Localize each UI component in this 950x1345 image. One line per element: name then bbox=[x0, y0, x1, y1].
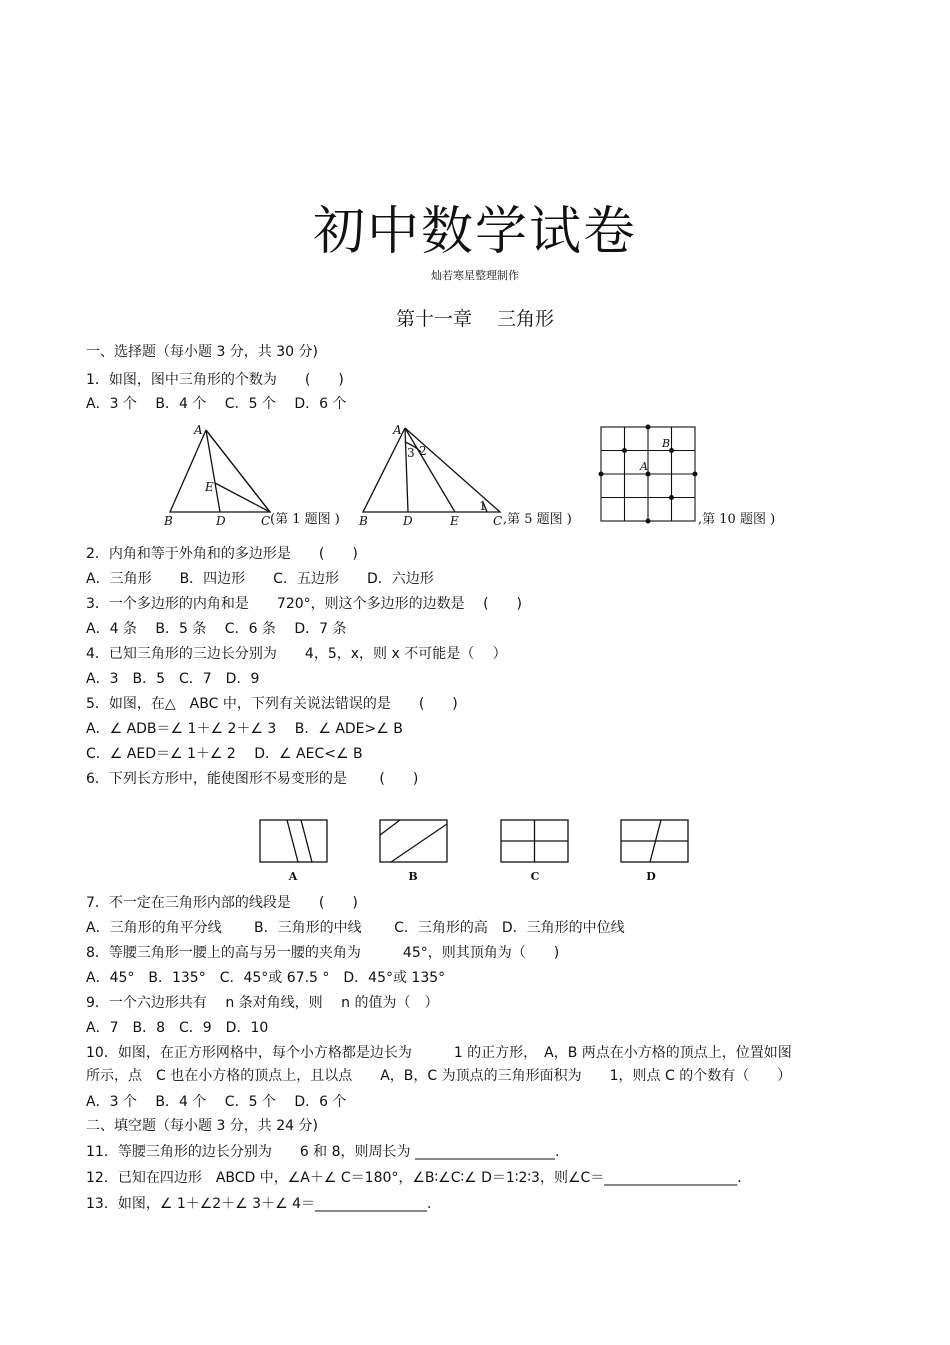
fig5-label-2: 2 bbox=[419, 444, 427, 458]
q3-options: A．4 条 B．5 条 C．6 条 D．7 条 bbox=[86, 621, 347, 637]
q10-stem-line1: 10．如图，在正方形网格中，每个小方格都是边长为 1 的正方形， A，B 两点在小方格的顶点上，位置如图 bbox=[86, 1045, 792, 1061]
fig5-label-a: A bbox=[393, 423, 402, 437]
fig6-label-d: D bbox=[646, 870, 656, 883]
section-heading-fill: 二、填空题（每小题 3 分，共 24 分) bbox=[86, 1118, 318, 1134]
page-subtitle: 灿若寒星整理制作 bbox=[431, 269, 519, 282]
fig1-label-a: A bbox=[194, 423, 203, 437]
q1-options: A．3 个 B．4 个 C．5 个 D．6 个 bbox=[86, 396, 347, 412]
fig1-label-c: C bbox=[261, 514, 271, 528]
figure-q1 bbox=[160, 422, 360, 532]
page-title: 初中数学试卷 bbox=[312, 202, 637, 262]
q1-stem: 1．如图，图中三角形的个数为 ( ) bbox=[86, 372, 344, 388]
q11-stem: 11．等腰三角形的边长分别为 6 和 8，则周长为 ____________________. bbox=[86, 1144, 560, 1160]
q4-stem: 4．已知三角形的三边长分别为 4，5，x，则 x 不可能是（ ） bbox=[86, 646, 507, 662]
figure-q6 bbox=[255, 815, 695, 885]
fig1-label-b: B bbox=[164, 514, 173, 528]
figure-q5 bbox=[355, 422, 590, 532]
fig6-label-a: A bbox=[288, 870, 298, 883]
q3-stem: 3．一个多边形的内角和是 720°，则这个多边形的边数是 ( ) bbox=[86, 596, 523, 612]
q5-options-ab: A．∠ ADB＝∠ 1＋∠ 2＋∠ 3 B．∠ ADE>∠ B bbox=[86, 721, 403, 737]
q10-stem-line2: 所示，点 C 也在小方格的顶点上，且以点 A，B，C 为顶点的三角形面积为 1，则点 C 的个数有（ ） bbox=[86, 1068, 792, 1084]
fig1-label-e: E bbox=[205, 480, 214, 494]
q6-stem: 6．下列长方形中，能使图形不易变形的是 ( ) bbox=[86, 771, 419, 787]
q8-stem: 8．等腰三角形一腰上的高与另一腰的夹角为 45°，则其顶角为（ ) bbox=[86, 945, 560, 961]
fig5-label-3: 3 bbox=[407, 446, 415, 460]
q8-options: A．45° B．135° C．45°或 67.5 ° D．45°或 135° bbox=[86, 970, 446, 986]
q7-stem: 7．不一定在三角形内部的线段是 ( ) bbox=[86, 895, 358, 911]
section-heading-choice: 一、选择题（每小题 3 分，共 30 分) bbox=[86, 344, 318, 360]
q5-options-cd: C．∠ AED＝∠ 1＋∠ 2 D．∠ AEC<∠ B bbox=[86, 746, 363, 762]
fig5-label-d: D bbox=[403, 514, 413, 528]
fig5-label-b: B bbox=[359, 514, 368, 528]
q12-stem: 12．已知在四边形 ABCD 中，∠A＋∠ C＝180°，∠B∶∠C∶∠ D＝1∶2∶3，则∠C＝___________________. bbox=[86, 1170, 742, 1186]
q2-stem: 2．内角和等于外角和的多边形是 ( ) bbox=[86, 546, 358, 562]
q2-options: A．三角形 B．四边形 C．五边形 D．六边形 bbox=[86, 571, 434, 587]
fig10-label-b: B bbox=[662, 437, 671, 450]
q5-stem: 5．如图，在△ ABC 中，下列有关说法错误的是 ( ) bbox=[86, 696, 458, 712]
figure-q10 bbox=[600, 426, 800, 526]
fig5-caption: ,第 5 题图 ) bbox=[503, 512, 572, 527]
q9-options: A．7 B．8 C．9 D．10 bbox=[86, 1020, 269, 1036]
chapter-title: 第十一章 三角形 bbox=[395, 308, 555, 330]
fig5-label-1: 1 bbox=[479, 499, 487, 513]
q4-options: A．3 B．5 C．7 D．9 bbox=[86, 671, 260, 687]
fig1-label-d: D bbox=[216, 514, 226, 528]
fig5-label-c: C bbox=[493, 514, 503, 528]
fig5-label-e: E bbox=[450, 514, 459, 528]
q7-options: A．三角形的角平分线 B．三角形的中线 C．三角形的高 D．三角形的中位线 bbox=[86, 920, 625, 936]
fig10-label-a: A bbox=[640, 460, 648, 473]
q10-options: A．3 个 B．4 个 C．5 个 D．6 个 bbox=[86, 1094, 347, 1110]
fig1-caption: (第 1 题图 ) bbox=[270, 512, 340, 527]
fig10-caption: ,第 10 题图 ) bbox=[698, 512, 776, 527]
fig6-label-c: C bbox=[530, 870, 540, 883]
fig6-label-b: B bbox=[408, 870, 418, 883]
q13-stem: 13．如图，∠ 1＋∠2＋∠ 3＋∠ 4＝________________. bbox=[86, 1196, 432, 1212]
q9-stem: 9．一个六边形共有 n 条对角线，则 n 的值为（ ） bbox=[86, 995, 439, 1011]
